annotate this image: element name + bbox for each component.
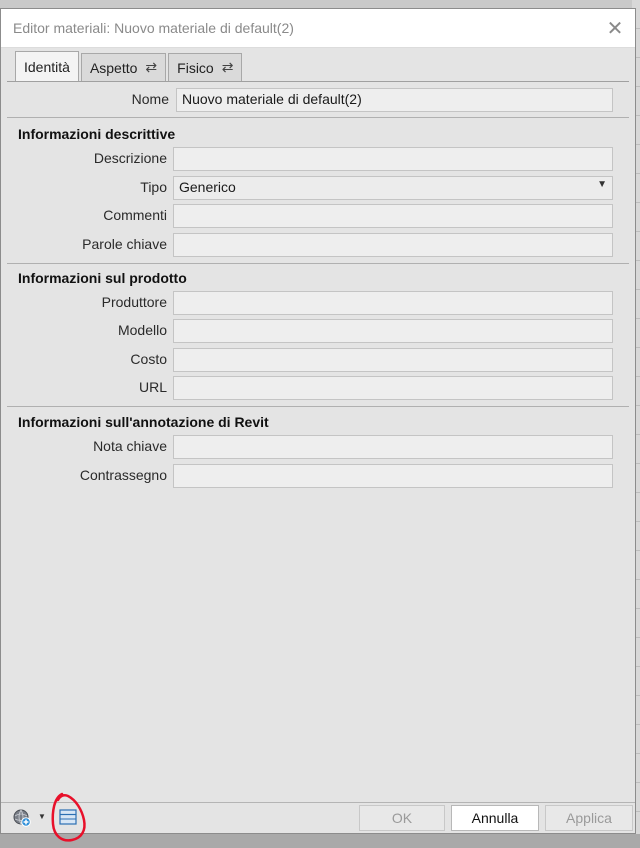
tab-identita-label: Identità [24, 58, 70, 75]
parole-chiave-row [1, 233, 637, 257]
modello-row [1, 319, 637, 343]
tab-identita[interactable] [15, 51, 79, 81]
section-title-descriptive: Informazioni descrittive [18, 126, 176, 142]
tab-aspetto[interactable] [81, 53, 166, 81]
contrassegno-label: Contrassegno [79, 467, 167, 483]
section-title-product: Informazioni sul prodotto [18, 270, 187, 286]
tipo-label: Tipo [140, 179, 167, 195]
tab-fisico-label: Fisico [177, 59, 214, 76]
section-divider [7, 117, 629, 118]
descrizione-field[interactable] [173, 147, 613, 171]
chevron-down-icon[interactable]: ▼ [38, 812, 46, 821]
section-divider [7, 263, 629, 264]
costo-label: Costo [130, 351, 167, 367]
cancel-button[interactable]: Annulla [451, 805, 539, 831]
costo-row [1, 348, 637, 372]
swap-icon: ⇄ [221, 59, 234, 75]
descrizione-label: Descrizione [93, 150, 167, 166]
tipo-row [1, 176, 637, 200]
name-label: Nome [131, 91, 169, 107]
close-icon[interactable]: ✕ [606, 17, 624, 40]
parole-chiave-label: Parole chiave [82, 236, 167, 252]
material-library-icon[interactable] [13, 809, 31, 827]
nota-chiave-label: Nota chiave [93, 438, 167, 454]
tipo-value: Generico [179, 179, 236, 195]
apply-button[interactable]: Applica [545, 805, 633, 831]
tab-divider [7, 81, 629, 82]
name-field[interactable]: Nuovo materiale di default(2) [176, 88, 613, 112]
window-title: Editor materiali: Nuovo materiale di default(2) [13, 20, 294, 36]
nota-chiave-row [1, 435, 637, 459]
produttore-field[interactable] [173, 291, 613, 315]
contrassegno-row [1, 464, 637, 488]
descrizione-row [1, 147, 637, 171]
produttore-label: Produttore [101, 294, 167, 310]
section-divider [7, 406, 629, 407]
section-title-revit: Informazioni sull'annotazione di Revit [18, 414, 269, 430]
commenti-label: Commenti [103, 207, 167, 223]
background-app-bottom [0, 834, 640, 848]
contrassegno-field[interactable] [173, 464, 613, 488]
tab-fisico[interactable] [168, 53, 242, 81]
swap-icon: ⇄ [145, 59, 158, 75]
tab-aspetto-label: Aspetto [89, 59, 138, 76]
commenti-field[interactable] [173, 204, 613, 228]
title-bar [1, 9, 635, 48]
commenti-row [1, 204, 637, 228]
url-field[interactable] [173, 376, 613, 400]
material-editor-dialog [0, 8, 636, 834]
material-browser-icon[interactable] [59, 808, 77, 826]
name-row [1, 88, 637, 112]
url-row [1, 376, 637, 400]
url-label: URL [138, 379, 167, 395]
costo-field[interactable] [173, 348, 613, 372]
modello-field[interactable] [173, 319, 613, 343]
chevron-down-icon: ▼ [597, 179, 607, 190]
tab-strip [15, 53, 242, 81]
parole-chiave-field[interactable] [173, 233, 613, 257]
dialog-footer [1, 802, 635, 833]
modello-label: Modello [117, 322, 167, 338]
tipo-select[interactable] [173, 176, 613, 200]
ok-button[interactable]: OK [359, 805, 445, 831]
produttore-row [1, 291, 637, 315]
nota-chiave-field[interactable] [173, 435, 613, 459]
